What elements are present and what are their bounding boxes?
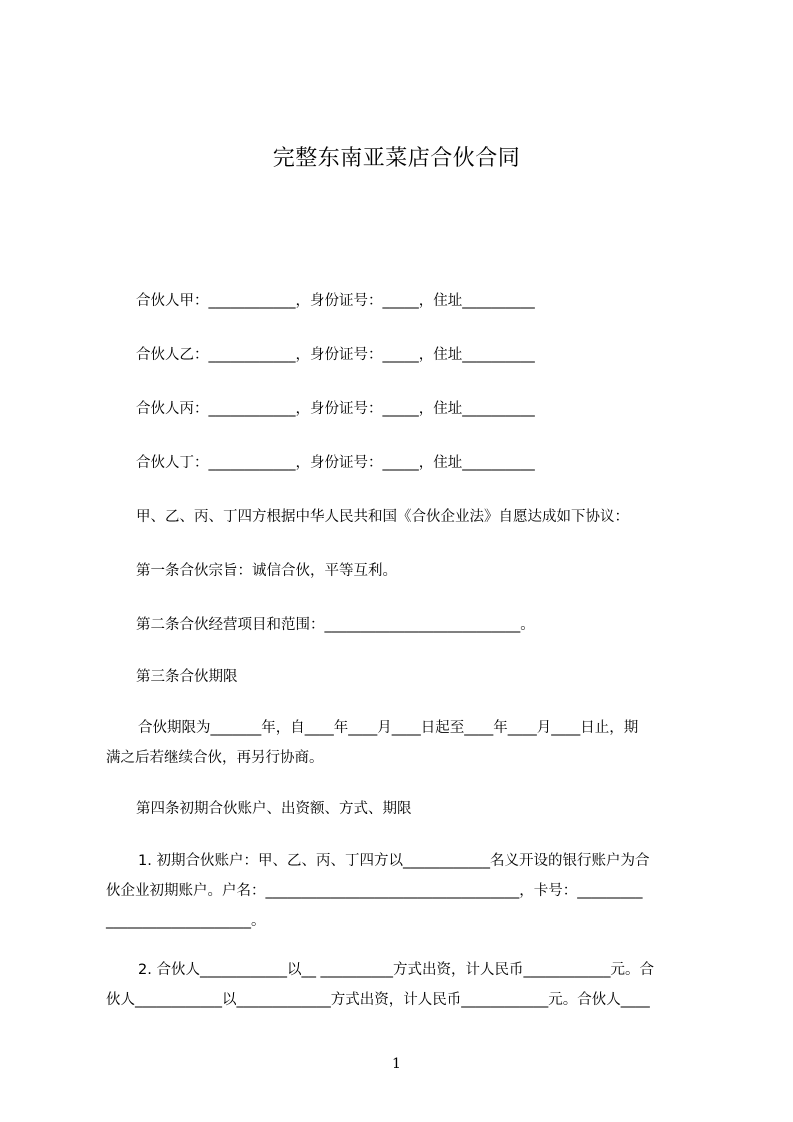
item-1-line-2: 伙企业初期账户。户名：___________________________________，卡号：_________ xyxy=(106,883,643,899)
article-3-line-1: 合伙期限为_______年，自____年____月____日起至____年____月____日止，期 xyxy=(138,720,639,736)
partner-line-c: 合伙人丙：____________，身份证号：_____，住址__________ xyxy=(136,401,535,417)
partner-line-a: 合伙人甲：____________，身份证号：_____，住址__________ xyxy=(136,293,535,309)
item-1-line-3: ____________________。 xyxy=(106,913,266,929)
article-3-line-2: 满之后若继续合伙，再另行协商。 xyxy=(106,750,324,766)
partner-line-d: 合伙人丁：____________，身份证号：_____，住址__________ xyxy=(136,455,535,471)
intro-paragraph: 甲、乙、丙、丁四方根据中华人民共和国《合伙企业法》自愿达成如下协议： xyxy=(136,509,629,525)
item-2-line-1: 2. 合伙人____________以__ __________方式出资，计人民币____________元。合 xyxy=(138,962,655,978)
page-number: 1 xyxy=(392,1056,401,1072)
item-2-line-2: 伙人____________以_____________方式出资，计人民币____________元。合伙人____ xyxy=(106,992,650,1008)
article-1: 第一条合伙宗旨：诚信合伙，平等互利。 xyxy=(136,563,397,579)
article-2: 第二条合伙经营项目和范围：___________________________。 xyxy=(136,617,535,633)
article-4-title: 第四条初期合伙账户、出资额、方式、期限 xyxy=(136,801,412,817)
article-4-item-2 xyxy=(106,955,701,1015)
article-4-item-1 xyxy=(106,846,701,936)
document-title: 完整东南亚菜店合伙合同 xyxy=(272,146,521,171)
item-1-line-1: 1. 初期合伙账户：甲、乙、丙、丁四方以____________名义开设的银行账户为合 xyxy=(138,853,650,869)
article-3-paragraph xyxy=(106,713,701,773)
article-3-title: 第三条合伙期限 xyxy=(136,669,238,685)
partner-line-b: 合伙人乙：____________，身份证号：_____，住址__________ xyxy=(136,347,535,363)
